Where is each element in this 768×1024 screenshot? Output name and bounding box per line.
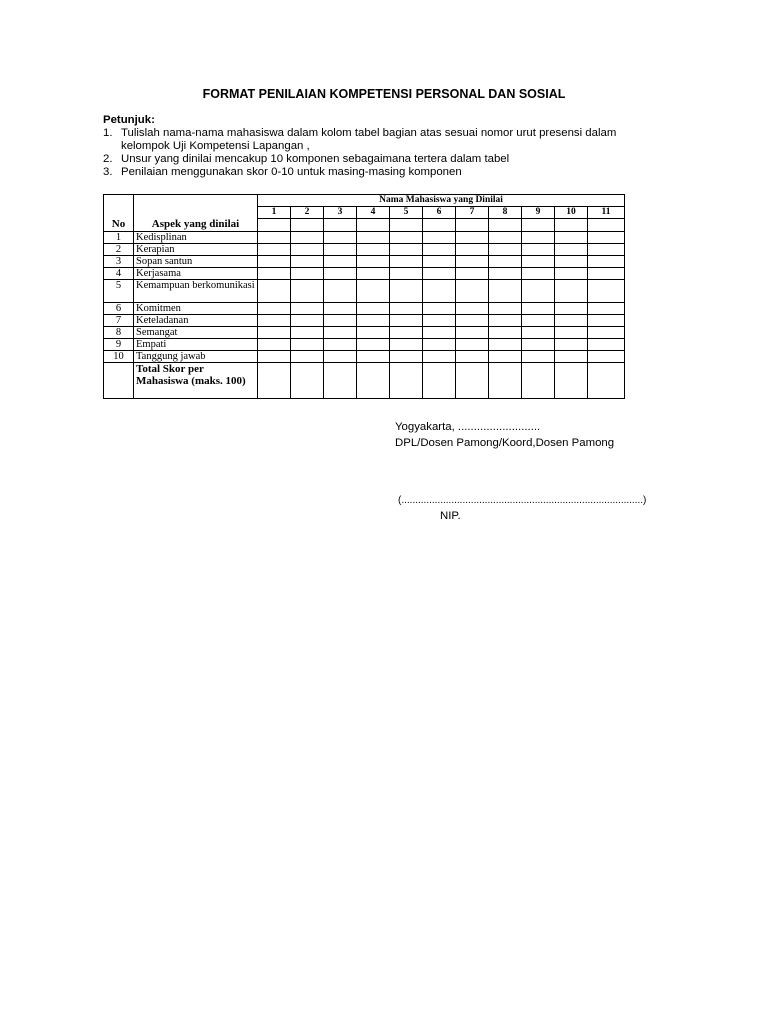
table-row: [104, 350, 625, 362]
score-cell[interactable]: [489, 243, 522, 255]
score-cell[interactable]: [555, 255, 588, 267]
score-cell[interactable]: [357, 231, 390, 243]
row-number: 3: [104, 255, 134, 267]
score-cell[interactable]: [291, 243, 324, 255]
score-cell[interactable]: [588, 255, 625, 267]
score-cell[interactable]: [456, 255, 489, 267]
score-cell[interactable]: [291, 314, 324, 326]
score-header-cell[interactable]: [258, 219, 291, 232]
score-cell[interactable]: [423, 255, 456, 267]
score-cell[interactable]: [555, 243, 588, 255]
total-score-cell[interactable]: [390, 362, 423, 398]
score-cell[interactable]: [291, 302, 324, 314]
row-number: 4: [104, 267, 134, 279]
student-number-7: 7: [456, 207, 489, 219]
score-cell[interactable]: [258, 302, 291, 314]
total-row: [104, 362, 625, 398]
score-cell[interactable]: [456, 326, 489, 338]
score-header-cell[interactable]: [423, 219, 456, 232]
score-cell[interactable]: [258, 267, 291, 279]
row-aspek: Semangat: [134, 326, 258, 338]
table-row: [104, 243, 625, 255]
score-cell[interactable]: [522, 267, 555, 279]
score-cell[interactable]: [522, 243, 555, 255]
score-cell[interactable]: [258, 338, 291, 350]
header-aspek-spacer: [134, 195, 258, 207]
row-number: 8: [104, 326, 134, 338]
score-header-cell[interactable]: [324, 219, 357, 232]
score-header-cell[interactable]: [588, 219, 625, 232]
row-aspek: Kerjasama: [134, 267, 258, 279]
score-cell[interactable]: [522, 326, 555, 338]
column-header-row: [104, 219, 625, 232]
score-cell[interactable]: [258, 231, 291, 243]
row-number: 7: [104, 314, 134, 326]
instruction-item: [103, 166, 663, 179]
score-cell[interactable]: [456, 243, 489, 255]
score-cell[interactable]: [588, 326, 625, 338]
student-number-row: [104, 207, 625, 219]
table-row: [104, 267, 625, 279]
score-header-cell[interactable]: [489, 219, 522, 232]
header-no-spacer: [104, 207, 134, 219]
score-cell[interactable]: [456, 314, 489, 326]
student-number-10: 10: [555, 207, 588, 219]
score-cell[interactable]: [390, 231, 423, 243]
score-cell[interactable]: [489, 302, 522, 314]
score-cell[interactable]: [291, 350, 324, 362]
score-cell[interactable]: [555, 302, 588, 314]
student-number-6: 6: [423, 207, 456, 219]
score-cell[interactable]: [456, 302, 489, 314]
score-cell[interactable]: [258, 326, 291, 338]
score-cell[interactable]: [258, 243, 291, 255]
score-header-cell[interactable]: [522, 219, 555, 232]
total-label: Total Skor per Mahasiswa (maks. 100): [134, 362, 258, 398]
score-cell[interactable]: [423, 302, 456, 314]
total-score-cell[interactable]: [291, 362, 324, 398]
score-cell[interactable]: [357, 314, 390, 326]
score-cell[interactable]: [456, 231, 489, 243]
assessment-table-body: [104, 195, 625, 399]
total-score-cell[interactable]: [423, 362, 456, 398]
score-cell[interactable]: [423, 338, 456, 350]
score-cell[interactable]: [489, 338, 522, 350]
score-cell[interactable]: [555, 338, 588, 350]
score-cell[interactable]: [390, 279, 423, 302]
total-score-cell[interactable]: [258, 362, 291, 398]
score-cell[interactable]: [489, 326, 522, 338]
row-number: 10: [104, 350, 134, 362]
table-row: [104, 302, 625, 314]
score-cell[interactable]: [324, 314, 357, 326]
table-row: [104, 231, 625, 243]
score-cell[interactable]: [588, 350, 625, 362]
score-cell[interactable]: [423, 231, 456, 243]
score-cell[interactable]: [522, 302, 555, 314]
row-aspek: Tanggung jawab: [134, 350, 258, 362]
row-number: 6: [104, 302, 134, 314]
score-cell[interactable]: [555, 314, 588, 326]
total-row-no: [104, 362, 134, 398]
score-cell[interactable]: [324, 338, 357, 350]
score-cell[interactable]: [390, 243, 423, 255]
score-cell[interactable]: [588, 279, 625, 302]
student-number-5: 5: [390, 207, 423, 219]
instruction-item: [103, 127, 663, 153]
table-row: [104, 255, 625, 267]
column-header-aspek: Aspek yang dinilai: [134, 219, 258, 232]
score-cell[interactable]: [291, 231, 324, 243]
score-cell[interactable]: [555, 279, 588, 302]
score-cell[interactable]: [423, 243, 456, 255]
score-cell[interactable]: [357, 243, 390, 255]
score-cell[interactable]: [390, 302, 423, 314]
row-aspek: Kerapian: [134, 243, 258, 255]
score-cell[interactable]: [588, 302, 625, 314]
score-cell[interactable]: [324, 255, 357, 267]
score-cell[interactable]: [291, 326, 324, 338]
student-number-2: 2: [291, 207, 324, 219]
score-cell[interactable]: [357, 350, 390, 362]
score-cell[interactable]: [291, 338, 324, 350]
score-cell[interactable]: [522, 255, 555, 267]
student-number-1: 1: [258, 207, 291, 219]
score-cell[interactable]: [390, 314, 423, 326]
column-header-no: No: [104, 219, 134, 232]
score-cell[interactable]: [588, 314, 625, 326]
score-cell[interactable]: [489, 267, 522, 279]
score-cell[interactable]: [489, 314, 522, 326]
score-cell[interactable]: [588, 243, 625, 255]
row-number: 2: [104, 243, 134, 255]
score-cell[interactable]: [588, 231, 625, 243]
score-header-cell[interactable]: [291, 219, 324, 232]
instructions-list: [103, 127, 663, 179]
total-score-cell[interactable]: [324, 362, 357, 398]
row-aspek: Komitmen: [134, 302, 258, 314]
table-row: [104, 314, 625, 326]
signature-name-line: (.......................................................................................): [398, 495, 647, 506]
assessment-table: [103, 194, 625, 399]
score-cell[interactable]: [522, 350, 555, 362]
signature-place-date: Yogyakarta, ..........................: [395, 421, 541, 433]
instruction-number: 1.: [103, 127, 113, 139]
document-title: FORMAT PENILAIAN KOMPETENSI PERSONAL DAN SOSIAL: [202, 87, 566, 101]
instruction-text: Unsur yang dinilai mencakup 10 komponen sebagaimana tertera dalam tabel: [121, 153, 510, 165]
score-cell[interactable]: [291, 279, 324, 302]
instruction-number: 3.: [103, 166, 113, 178]
row-aspek: Kemampuan berkomunikasi: [134, 279, 258, 302]
score-cell[interactable]: [456, 338, 489, 350]
student-number-3: 3: [324, 207, 357, 219]
score-cell[interactable]: [522, 279, 555, 302]
student-number-4: 4: [357, 207, 390, 219]
table-row: [104, 338, 625, 350]
score-cell[interactable]: [423, 326, 456, 338]
score-cell[interactable]: [258, 255, 291, 267]
total-score-cell[interactable]: [489, 362, 522, 398]
table-row: [104, 326, 625, 338]
score-cell[interactable]: [522, 231, 555, 243]
score-cell[interactable]: [489, 231, 522, 243]
row-aspek: Sopan santun: [134, 255, 258, 267]
row-number: 1: [104, 231, 134, 243]
score-cell[interactable]: [390, 350, 423, 362]
score-cell[interactable]: [555, 231, 588, 243]
row-aspek: Empati: [134, 338, 258, 350]
score-cell[interactable]: [456, 279, 489, 302]
signature-role: DPL/Dosen Pamong/Koord,Dosen Pamong: [395, 437, 615, 449]
instruction-number: 2.: [103, 153, 113, 165]
score-cell[interactable]: [390, 267, 423, 279]
instructions-heading: Petunjuk:: [103, 114, 155, 126]
score-header-cell[interactable]: [456, 219, 489, 232]
score-cell[interactable]: [291, 255, 324, 267]
score-cell[interactable]: [489, 279, 522, 302]
score-cell[interactable]: [324, 267, 357, 279]
score-header-cell[interactable]: [390, 219, 423, 232]
score-cell[interactable]: [390, 326, 423, 338]
score-cell[interactable]: [324, 350, 357, 362]
score-cell[interactable]: [258, 350, 291, 362]
score-cell[interactable]: [357, 267, 390, 279]
table-header-group-row: [104, 195, 625, 207]
score-cell[interactable]: [324, 302, 357, 314]
score-cell[interactable]: [555, 326, 588, 338]
score-cell[interactable]: [357, 338, 390, 350]
student-number-9: 9: [522, 207, 555, 219]
score-cell[interactable]: [423, 267, 456, 279]
score-cell[interactable]: [588, 267, 625, 279]
score-cell[interactable]: [324, 326, 357, 338]
score-cell[interactable]: [390, 255, 423, 267]
score-cell[interactable]: [357, 279, 390, 302]
total-score-cell[interactable]: [588, 362, 625, 398]
score-cell[interactable]: [555, 267, 588, 279]
score-cell[interactable]: [489, 350, 522, 362]
header-no-spacer: [104, 195, 134, 207]
row-aspek: Keteladanan: [134, 314, 258, 326]
score-header-cell[interactable]: [555, 219, 588, 232]
instruction-item: [103, 153, 663, 166]
signature-nip: NIP.: [440, 510, 461, 522]
score-cell[interactable]: [258, 279, 291, 302]
score-header-cell[interactable]: [357, 219, 390, 232]
score-cell[interactable]: [423, 279, 456, 302]
score-cell[interactable]: [555, 350, 588, 362]
student-number-8: 8: [489, 207, 522, 219]
score-cell[interactable]: [423, 350, 456, 362]
instructions: [103, 114, 663, 179]
header-aspek-spacer: [134, 207, 258, 219]
row-number: 9: [104, 338, 134, 350]
total-score-cell[interactable]: [456, 362, 489, 398]
student-number-11: 11: [588, 207, 625, 219]
row-number: 5: [104, 279, 134, 302]
score-cell[interactable]: [522, 338, 555, 350]
score-cell[interactable]: [456, 350, 489, 362]
score-cell[interactable]: [456, 267, 489, 279]
score-cell[interactable]: [357, 255, 390, 267]
score-cell[interactable]: [489, 255, 522, 267]
total-score-cell[interactable]: [522, 362, 555, 398]
row-aspek: Kedisplinan: [134, 231, 258, 243]
score-cell[interactable]: [324, 279, 357, 302]
total-score-cell[interactable]: [357, 362, 390, 398]
score-cell[interactable]: [258, 314, 291, 326]
instruction-text: Penilaian menggunakan skor 0-10 untuk masing-masing komponen: [121, 166, 462, 178]
score-cell[interactable]: [357, 326, 390, 338]
student-group-header: Nama Mahasiswa yang Dinilai: [258, 195, 625, 207]
score-cell[interactable]: [522, 314, 555, 326]
score-cell[interactable]: [423, 314, 456, 326]
instruction-text: Tulislah nama-nama mahasiswa dalam kolom tabel bagian atas sesuai nomor urut presensi dalam kelompok Uji Kompetensi Lapangan ,: [121, 127, 617, 152]
score-cell[interactable]: [357, 302, 390, 314]
score-cell[interactable]: [291, 267, 324, 279]
score-cell[interactable]: [588, 338, 625, 350]
score-cell[interactable]: [390, 338, 423, 350]
total-score-cell[interactable]: [555, 362, 588, 398]
table-row: [104, 279, 625, 302]
score-cell[interactable]: [324, 243, 357, 255]
score-cell[interactable]: [324, 231, 357, 243]
